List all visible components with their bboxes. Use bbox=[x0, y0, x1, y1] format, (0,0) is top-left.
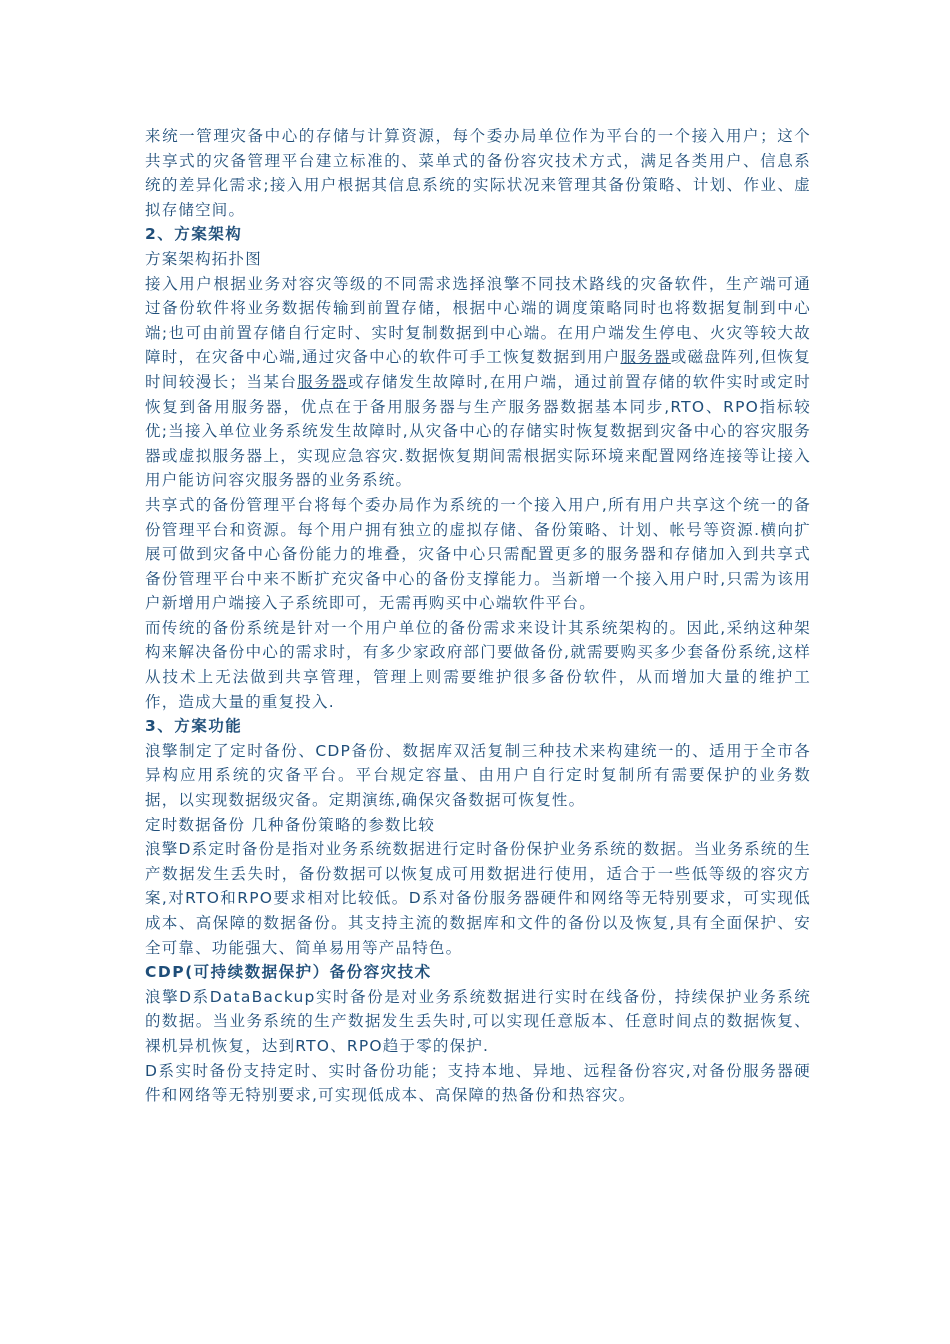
paragraph-scheduled-backup-caption: 定时数据备份 几种备份策略的参数比较 bbox=[145, 815, 436, 834]
paragraph-intro: 来统一管理灾备中心的存储与计算资源，每个委办局单位作为平台的一个接入用户；这个共享式的灾备管理平台建立标准的、菜单式的备份容灾技术方式，满足各类用户、信息系统的差异化需求;接入用户根据其信息系统的实际状况来管理其备份策略、计划、作业、虚拟存储空间。 bbox=[145, 127, 811, 219]
text-segment: 或磁盘阵列,但恢复时间较漫长；当某台 bbox=[145, 348, 812, 391]
server-link[interactable]: 服务器 bbox=[620, 348, 671, 367]
document-body bbox=[145, 124, 811, 1108]
heading-solution-functions: 3、方案功能 bbox=[145, 717, 243, 736]
paragraph-architecture-detail bbox=[145, 272, 811, 493]
paragraph-scheduled-backup: 浪擎D系定时备份是指对业务系统数据进行定时备份保护业务系统的数据。当业务系统的生产数据发生丢失时，备份数据可以恢复成可用数据进行使用，适合于一些低等级的容灾方案,对RTO和RPO要求相对比较低。D系对备份服务器硬件和网络等无特别要求，可实现低成本、高保障的数据备份。其支持主流的数据库和文件的备份以及恢复,具有全面保护、安全可靠、功能强大、简单易用等产品特色。 bbox=[145, 840, 811, 957]
paragraph-traditional-backup: 而传统的备份系统是针对一个用户单位的备份需求来设计其系统架构的。因此,采纳这种架构来解决备份中心的需求时，有多少家政府部门要做备份,就需要购买多少套备份系统,这样从技术上无法做到共享管理，管理上则需要维护很多备份软件，从而增加大量的维护工作，造成大量的重复投入. bbox=[145, 618, 811, 711]
heading-cdp: CDP(可持续数据保护）备份容灾技术 bbox=[145, 963, 432, 982]
heading-solution-architecture: 2、方案架构 bbox=[145, 225, 243, 244]
server-link[interactable]: 服务器 bbox=[297, 372, 349, 391]
paragraph-shared-platform: 共享式的备份管理平台将每个委办局作为系统的一个接入用户,所有用户共享这个统一的备份管理平台和资源。每个用户拥有独立的虚拟存储、备份策略、计划、帐号等资源.横向扩展可做到灾备中心备份能力的堆叠，灾备中心只需配置更多的服务器和存储加入到共享式备份管理平台中来不断扩充灾备中心的备份支撑能力。当新增一个接入用户时,只需为该用户新增用户端接入子系统即可，无需再购买中心端软件平台。 bbox=[145, 495, 811, 613]
text-segment: 接入用户根据业务对容灾等级的不同需求选择浪擎不同技术路线的灾备软件，生产端可通过备份软件将业务数据传输到前置存储，根据中心端的调度策略同时也将数据复制到中心端;也可由前置存储自行定时、实时复制数据到中心端。在用户端发生停电、火灾等较大故障时，在灾备中心端,通过灾备中心的软件可手工恢复数据到用户 bbox=[145, 274, 811, 367]
paragraph-topology-caption: 方案架构拓扑图 bbox=[145, 249, 262, 268]
paragraph-backup-technologies: 浪擎制定了定时备份、CDP备份、数据库双活复制三种技术来构建统一的、适用于全市各异构应用系统的灾备平台。平台规定容量、由用户自行定时复制所有需要保护的业务数据，以实现数据级灾备。定期演练,确保灾备数据可恢复性。 bbox=[145, 741, 811, 810]
paragraph-d-series-features: D系实时备份支持定时、实时备份功能；支持本地、异地、远程备份容灾,对备份服务器硬件和网络等无特别要求,可实现低成本、高保障的热备份和热容灾。 bbox=[145, 1061, 811, 1105]
text-segment: 或存储发生故障时,在用户端，通过前置存储的软件实时或定时恢复到备用服务器，优点在于备用服务器与生产服务器数据基本同步,RTO、RPO指标较优;当接入单位业务系统发生故障时,从灾备中心的存储实时恢复数据到灾备中心的容灾服务器或虚拟服务器上，实现应急容灾.数据恢复期间需根据实际环境来配置网络连接等让接入用户能访问容灾服务器的业务系统。 bbox=[145, 372, 811, 490]
paragraph-realtime-backup: 浪擎D系DataBackup实时备份是对业务系统数据进行实时在线备份，持续保护业务系统的数据。当业务系统的生产数据发生丢失时,可以实现任意版本、任意时间点的数据恢复、裸机异机恢复，达到RTO、RPO趋于零的保护. bbox=[145, 987, 811, 1055]
